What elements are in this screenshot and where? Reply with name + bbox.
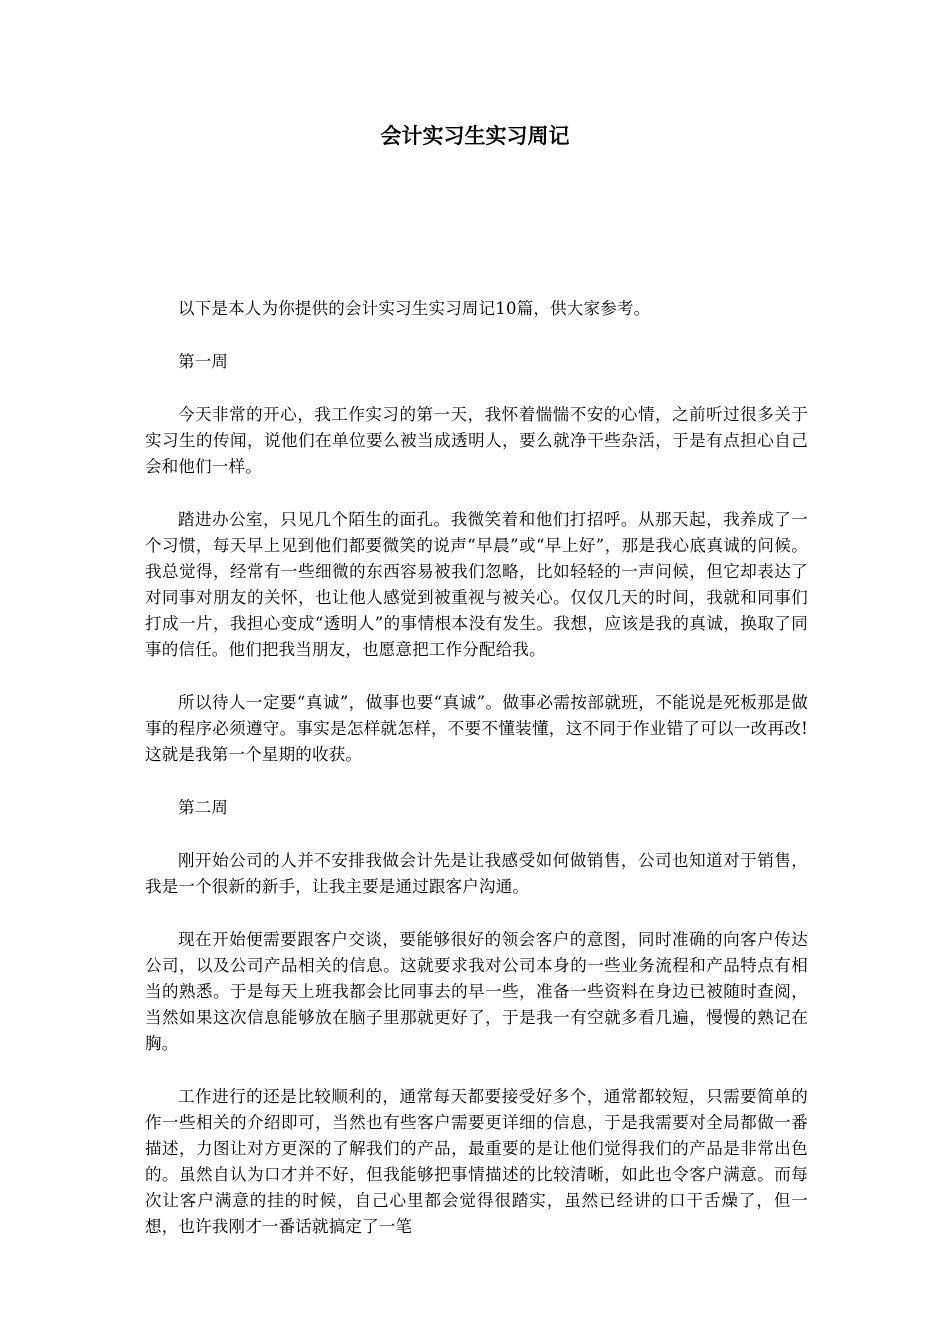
section-heading-week-1: 第一周 <box>178 352 229 371</box>
body-paragraph: 踏进办公室，只见几个陌生的面孔。我微笑着和他们打招呼。从那天起，我养成了一个习惯，每天早上见到他们都要微笑的说声“早晨”或“早上好”，那是我心底真诚的问候。我总觉得，经常有一些细微的东西容易被我们忽略，比如轻轻的一声问候，但它却表达了对同事对朋友的关怀，也让他人感觉到被重视与被关心。仅仅几天的时间，我就和同事们打成一片，我担心变成“透明人”的事情根本没有发生。我想，应该是我的真诚，换取了同事的信任。他们把我当朋友，也愿意把工作分配给我。 <box>145 510 808 659</box>
body-paragraph: 刚开始公司的人并不安排我做会计先是让我感受如何做销售，公司也知道对于销售，我是一个很新的新手，让我主要是通过跟客户沟通。 <box>145 851 808 896</box>
document-body <box>145 296 808 1267</box>
body-paragraph: 现在开始便需要跟客户交谈，要能够很好的领会客户的意图，同时准确的向客户传达公司，以及公司产品相关的信息。这就要求我对公司本身的一些业务流程和产品特点有相当的熟悉。于是每天上班我都会比同事去的早一些，准备一些资料在身边已被随时查阅，当然如果这次信息能够放在脑子里那就更好了，于是我一有空就多看几遍，慢慢的熟记在胸。 <box>145 930 808 1053</box>
intro-paragraph: 以下是本人为你提供的会计实习生实习周记10篇，供大家参考。 <box>178 299 651 318</box>
section-heading-week-2: 第二周 <box>178 798 229 817</box>
body-paragraph: 今天非常的开心，我工作实习的第一天，我怀着惴惴不安的心情，之前听过很多关于实习生的传闻，说他们在单位要么被当成透明人，要么就净干些杂活，于是有点担心自己会和他们一样。 <box>145 405 808 476</box>
document-title: 会计实习生实习周记 <box>380 124 570 148</box>
body-paragraph: 工作进行的还是比较顺利的，通常每天都要接受好多个，通常都较短，只需要简单的作一些相关的介绍即可，当然也有些客户需要更详细的信息，于是我需要对全局都做一番描述，力图让对方更深的了解我们的产品，最重要的是让他们觉得我们的产品是非常出色的。虽然自认为口才并不好，但我能够把事情描述的比较清晰，如此也令客户满意。而每次让客户满意的挂的时候，自己心里都会觉得很踏实，虽然已经讲的口干舌燥了，但一想，也许我刚才一番话就搞定了一笔 <box>145 1087 808 1236</box>
body-paragraph: 所以待人一定要“真诚”，做事也要“真诚”。做事必需按部就班，不能说是死板那是做事的程序必须遵守。事实是怎样就怎样，不要不懂装懂，这不同于作业错了可以一改再改!这就是我第一个星期的收获。 <box>145 693 808 764</box>
